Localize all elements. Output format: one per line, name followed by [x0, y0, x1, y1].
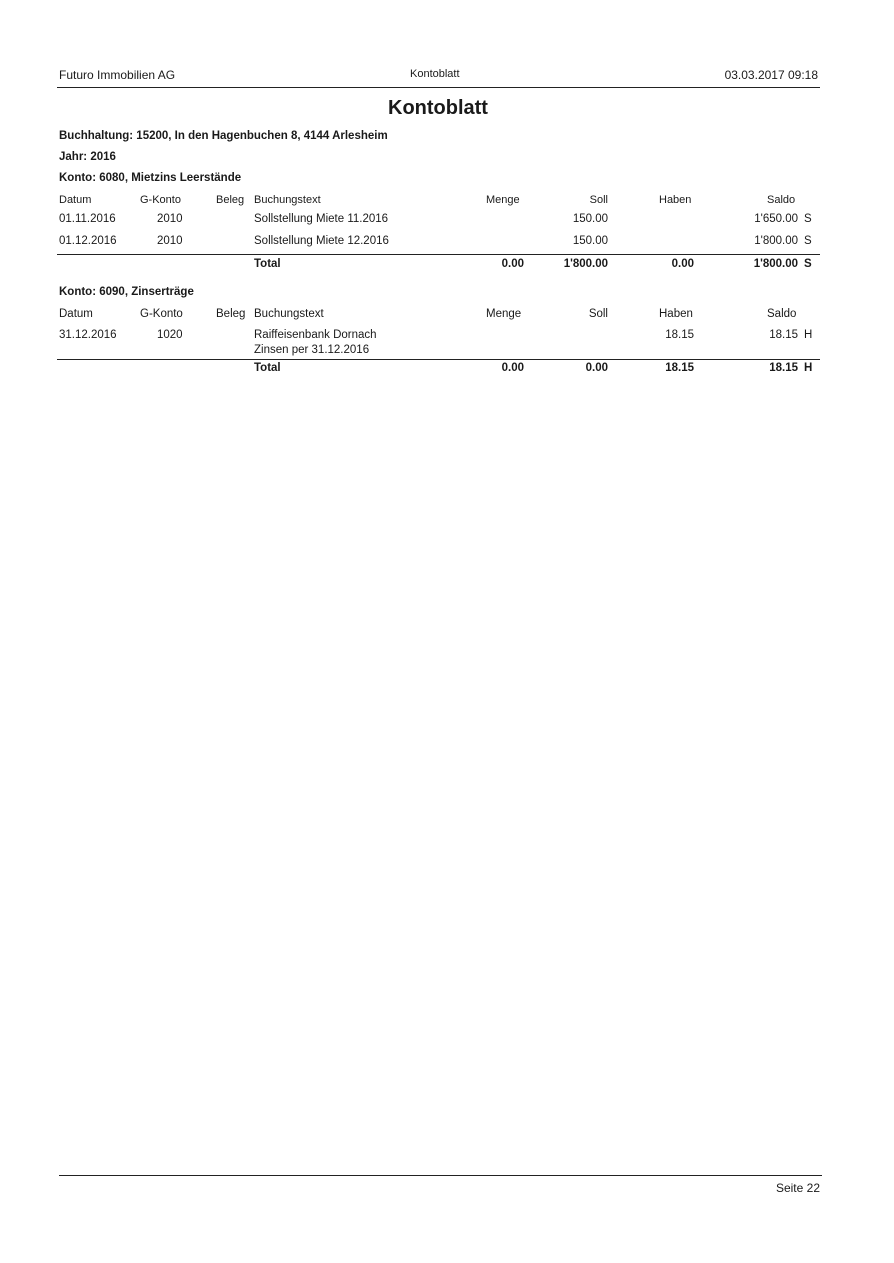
- total-haben: 18.15: [665, 362, 694, 374]
- cell-gkonto: 2010: [157, 213, 183, 225]
- total-saldo: 1'800.00: [753, 258, 798, 270]
- cell-text: Raiffeisenbank Dornach: [254, 329, 377, 341]
- col-menge: Menge: [486, 194, 520, 206]
- col-haben: Haben: [659, 194, 692, 206]
- cell-datum: 01.11.2016: [59, 213, 116, 225]
- col-soll: Soll: [589, 194, 608, 206]
- cell-datum: 31.12.2016: [59, 329, 117, 341]
- page-title: Kontoblatt: [388, 97, 488, 119]
- cell-sh: S: [804, 235, 812, 247]
- col-datum: Datum: [59, 194, 92, 206]
- cell-gkonto: 2010: [157, 235, 183, 247]
- total-sh: H: [804, 362, 813, 374]
- col-menge: Menge: [486, 308, 522, 320]
- col-saldo: Saldo: [767, 194, 796, 206]
- cell-sh: H: [804, 329, 813, 341]
- col-buchungstext: Buchungstext: [254, 194, 321, 206]
- cell-saldo: 1'650.00: [754, 213, 798, 225]
- cell-text: Sollstellung Miete 12.2016: [254, 235, 389, 247]
- footer-rule: [59, 1175, 822, 1176]
- total-label: Total: [254, 362, 281, 374]
- cell-soll: 150.00: [572, 213, 608, 225]
- jahr-info: Jahr: 2016: [59, 151, 116, 163]
- total-rule: [57, 254, 820, 255]
- page-number: Seite 22: [775, 1181, 820, 1195]
- header-datetime: 03.03.2017 09:18: [724, 68, 818, 82]
- total-menge: 0.00: [501, 362, 524, 374]
- header-doc-title: Kontoblatt: [410, 68, 460, 80]
- cell-haben: 18.15: [665, 329, 694, 341]
- account-title: Konto: 6080, Mietzins Leerstände: [59, 172, 242, 184]
- header-rule: [57, 87, 820, 88]
- company-name: Futuro Immobilien AG: [59, 68, 176, 82]
- total-sh: S: [804, 258, 812, 270]
- cell-sh: S: [804, 213, 812, 225]
- total-soll: 0.00: [585, 362, 608, 374]
- col-saldo: Saldo: [767, 308, 797, 320]
- cell-soll: 150.00: [572, 235, 608, 247]
- cell-gkonto: 1020: [157, 329, 183, 341]
- col-haben: Haben: [659, 308, 693, 320]
- total-rule: [57, 359, 820, 360]
- total-label: Total: [254, 258, 281, 270]
- col-datum: Datum: [59, 308, 93, 320]
- col-gkonto: G-Konto: [140, 194, 181, 206]
- cell-text-line2: Zinsen per 31.12.2016: [254, 344, 370, 356]
- col-gkonto: G-Konto: [140, 308, 183, 320]
- col-buchungstext: Buchungstext: [254, 308, 324, 320]
- total-soll: 1'800.00: [563, 258, 608, 270]
- col-beleg: Beleg: [216, 308, 246, 320]
- total-saldo: 18.15: [769, 362, 798, 374]
- col-beleg: Beleg: [216, 194, 245, 206]
- total-haben: 0.00: [671, 258, 694, 270]
- buchhaltung-info: Buchhaltung: 15200, In den Hagenbuchen 8, 4144 Arlesheim: [59, 130, 388, 142]
- cell-datum: 01.12.2016: [59, 235, 117, 247]
- total-menge: 0.00: [501, 258, 524, 270]
- col-soll: Soll: [588, 308, 608, 320]
- cell-saldo: 18.15: [769, 329, 798, 341]
- cell-saldo: 1'800.00: [754, 235, 798, 247]
- cell-text: Sollstellung Miete 11.2016: [254, 213, 389, 225]
- account-title: Konto: 6090, Zinserträge: [59, 286, 194, 298]
